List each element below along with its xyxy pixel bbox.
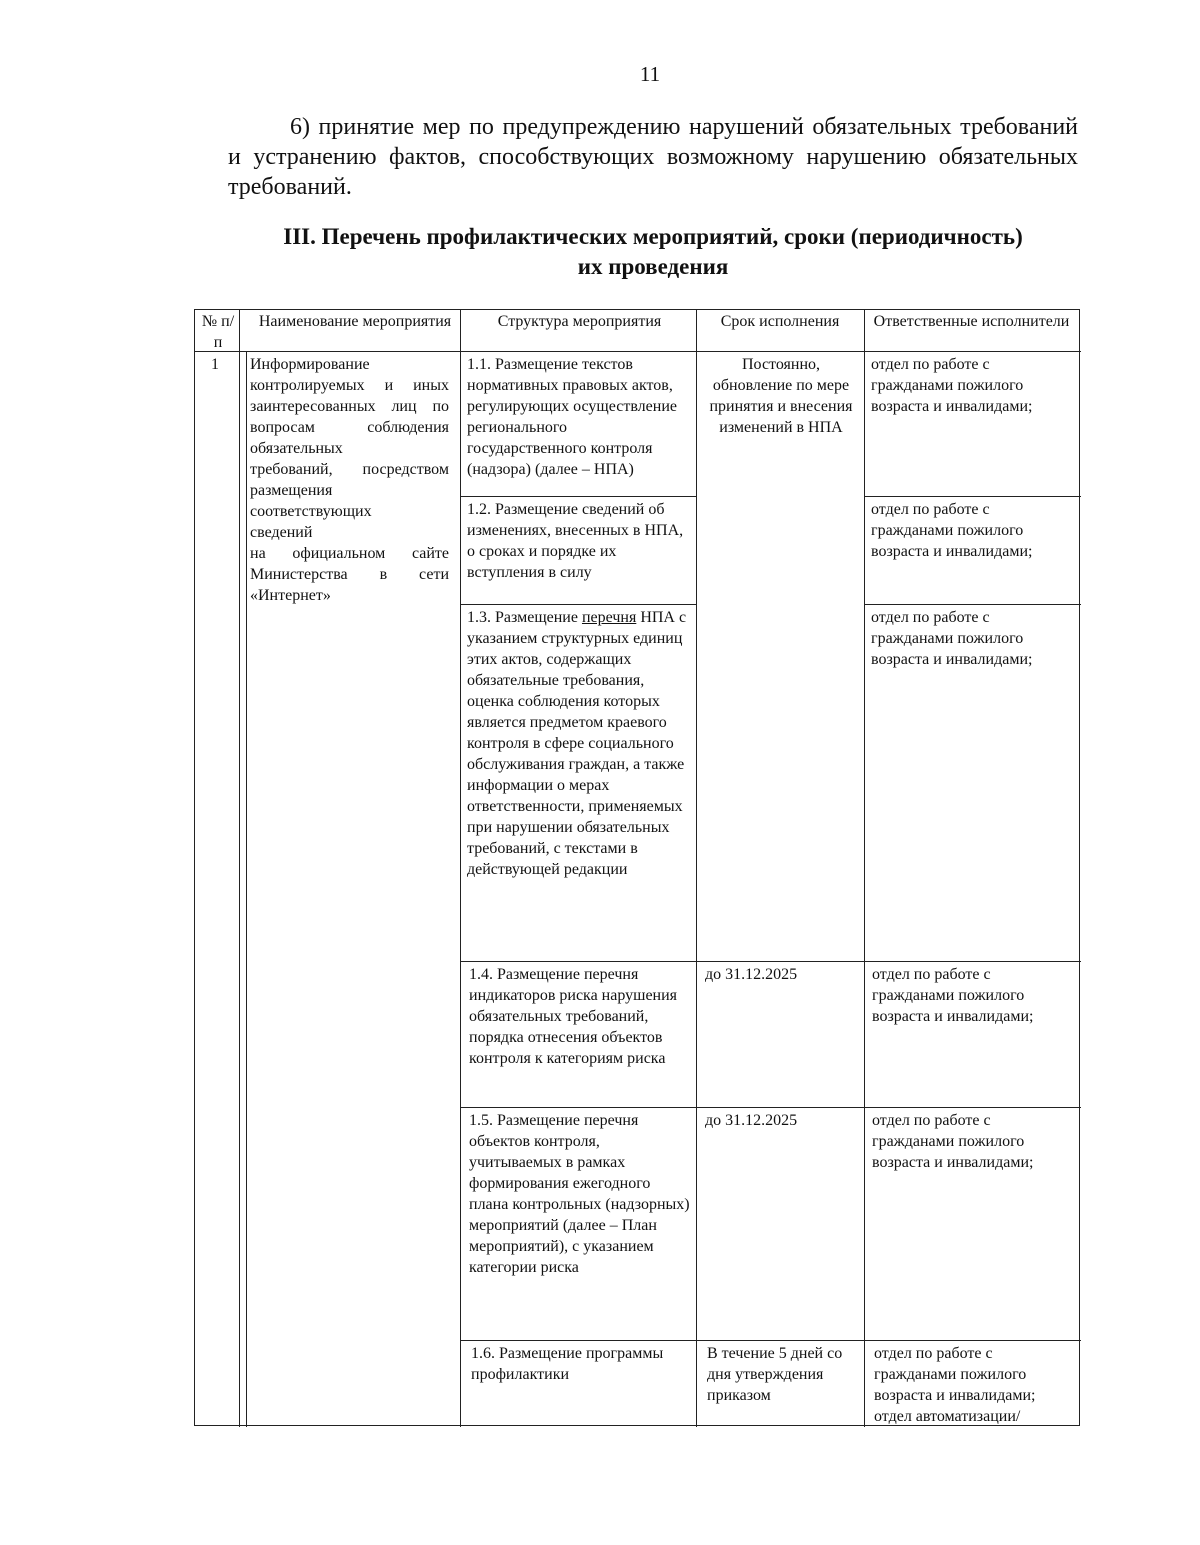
measure-name-line: сведений — [250, 524, 313, 541]
grid-line — [460, 496, 696, 497]
responsible-item-1-6: отдел по работе с гражданами пожилого возраста и инвалидами; отдел автоматизации/ — [874, 1345, 1036, 1425]
section-title-line-2: их проведения — [577, 254, 729, 279]
structure-item-1-5: 1.5. Размещение перечня объектов контроля, учитываемых в рамках формирования ежегодного плана контрольных (надзорных) мероприятий (далее – План мероприятий), с указанием категории риска — [469, 1112, 690, 1276]
header-deadline: Срок исполнения — [720, 313, 840, 330]
measure-name-line: на официальном сайте — [250, 545, 449, 562]
measure-name-line: заинтересованных лиц по — [250, 398, 449, 415]
measure-name-line: «Интернет» — [250, 587, 331, 604]
measures-table — [194, 309, 1080, 1426]
grid-line — [864, 310, 865, 1427]
grid-line — [864, 604, 1081, 605]
grid-line — [460, 604, 696, 605]
grid-line — [864, 496, 1081, 497]
measure-name-line: вопросам соблюдения — [250, 419, 449, 436]
responsible-item-1-5: отдел по работе с гражданами пожилого возраста и инвалидами; — [872, 1112, 1034, 1171]
structure-item-1-2: 1.2. Размещение сведений об изменениях, внесенных в НПА, о сроках и порядке их вступления в силу — [467, 501, 684, 581]
structure-item-1-3 — [467, 607, 689, 880]
header-name: Наименование мероприятия — [258, 313, 452, 330]
deadline-item-1-5: до 31.12.2025 — [705, 1112, 798, 1129]
measure-name — [250, 354, 449, 606]
measure-name-line: требований, посредством — [250, 461, 449, 478]
grid-line — [696, 310, 697, 1427]
structure-item-1-4: 1.4. Размещение перечня индикаторов риска нарушения обязательных требований, порядка отнесения объектов контроля к категориям риска — [469, 966, 678, 1067]
intro-paragraph: 6) принятие мер по предупреждению нарушений обязательных требований и устранению фактов, способствующих возможному нарушению обязательных требований. — [228, 114, 1078, 200]
measure-name-line: соответствующих — [250, 503, 372, 520]
grid-line — [195, 351, 1081, 352]
grid-line — [246, 352, 247, 1427]
header-structure: Структура мероприятия — [497, 313, 662, 330]
measure-name-line: Информирование — [250, 356, 370, 373]
structure-item-1-3-rest: НПА с указанием структурных единиц этих актов, содержащих обязательные требования, оценка соблюдения которых является предметом краевого контроля в сфере социального обслуживания граждан, а также информации о мерах ответственности, применяемых при нарушении обязательных требований, с текстами в действующей редакции — [467, 609, 687, 878]
structure-item-1-3-prefix: 1.3. Размещение — [467, 609, 582, 626]
grid-line — [239, 310, 240, 1427]
measure-name-line: контролируемых и иных — [250, 377, 449, 394]
page-number: 11 — [639, 62, 661, 86]
responsible-item-1-3: отдел по работе с гражданами пожилого возраста и инвалидами; — [871, 609, 1033, 668]
structure-item-1-1: 1.1. Размещение текстов нормативных правовых актов, регулирующих осуществление регионального государственного контроля (надзора) (далее – НПА) — [467, 356, 677, 478]
grid-line — [460, 1340, 1081, 1341]
measure-name-line: Министерства в сети — [250, 566, 449, 583]
measure-name-line: размещения — [250, 482, 333, 499]
structure-item-1-6: 1.6. Размещение программы профилактики — [471, 1345, 664, 1383]
row-number: 1 — [211, 356, 219, 373]
grid-line — [460, 1107, 1081, 1108]
responsible-item-1-4: отдел по работе с гражданами пожилого возраста и инвалидами; — [872, 966, 1034, 1025]
responsible-item-1-1: отдел по работе с гражданами пожилого возраста и инвалидами; — [871, 356, 1033, 415]
structure-item-1-3-link[interactable]: перечня — [581, 609, 637, 626]
grid-line — [460, 961, 1081, 962]
section-title-line-1: III. Перечень профилактических мероприятий, сроки (периодичность) — [283, 224, 1023, 249]
measure-name-line: обязательных — [250, 440, 343, 457]
header-responsible: Ответственные исполнители — [873, 313, 1070, 330]
responsible-item-1-2: отдел по работе с гражданами пожилого возраста и инвалидами; — [871, 501, 1033, 560]
deadline-item-1-6: В течение 5 дней со дня утверждения приказом — [707, 1345, 843, 1404]
deadline-item-1-4: до 31.12.2025 — [705, 966, 798, 983]
deadline-item-1-1: Постоянно, обновление по мере принятия и внесения изменений в НПА — [709, 356, 853, 436]
header-num: № п/п — [201, 313, 235, 351]
grid-line — [460, 310, 461, 1427]
section-title — [228, 222, 1078, 282]
